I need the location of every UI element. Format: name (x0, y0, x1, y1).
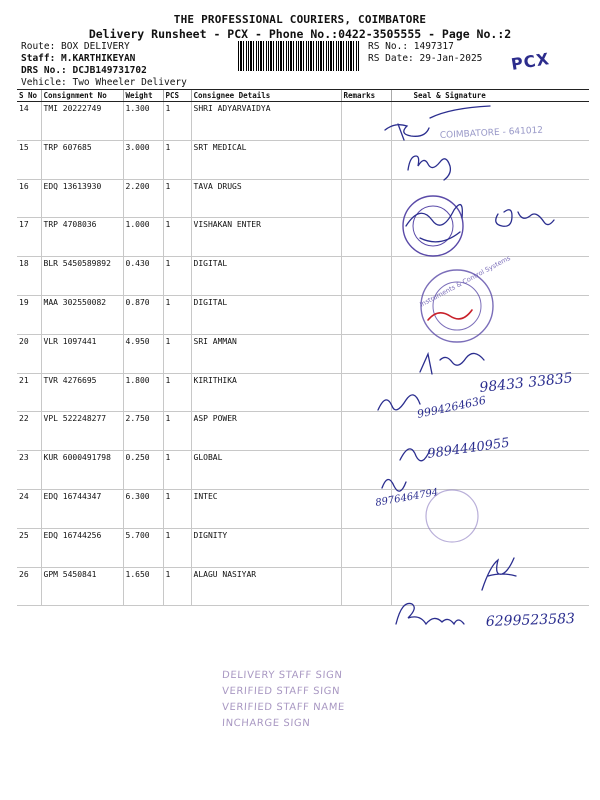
table-row (17, 451, 589, 490)
staff-text: Staff: M.KARTHIKEYAN (21, 53, 136, 64)
col-seal-signature: Seal & Signature (391, 90, 589, 102)
table-header (17, 90, 589, 102)
cell-consignment: MAA 302550082 (41, 295, 123, 334)
pcx-stamp: PCX (509, 49, 552, 74)
cell-consignee: VISHAKAN ENTER (191, 218, 341, 257)
cell-sno: 23 (17, 451, 41, 490)
cell-pcs: 1 (163, 102, 191, 141)
cell-pcs: 1 (163, 567, 191, 606)
cell-signature (391, 102, 589, 141)
cell-weight: 0.870 (123, 295, 163, 334)
cell-consignment: TRP 4708036 (41, 218, 123, 257)
col-consignment: Consignment No (41, 90, 123, 102)
signature-mark (396, 603, 464, 624)
cell-weight: 3.000 (123, 140, 163, 179)
cell-sno: 21 (17, 373, 41, 412)
cell-remarks (341, 489, 391, 528)
barcode (238, 41, 360, 71)
table-row (17, 257, 589, 296)
cell-consignee: SRI AMMAN (191, 334, 341, 373)
table-row (17, 567, 589, 606)
cell-consignment: VLR 1097441 (41, 334, 123, 373)
cell-pcs: 1 (163, 451, 191, 490)
cell-signature (391, 451, 589, 490)
cell-consignee: GLOBAL (191, 451, 341, 490)
cell-signature (391, 218, 589, 257)
cell-consignee: SRT MEDICAL (191, 140, 341, 179)
cell-remarks (341, 295, 391, 334)
cell-weight: 1.800 (123, 373, 163, 412)
col-pcs: PCS (163, 90, 191, 102)
cell-weight: 5.700 (123, 528, 163, 567)
cell-remarks (341, 528, 391, 567)
cell-sno: 20 (17, 334, 41, 373)
cell-consignee: DIGITAL (191, 295, 341, 334)
rs-date-text: RS Date: 29-Jan-2025 (368, 53, 483, 64)
table-row (17, 179, 589, 218)
cell-pcs: 1 (163, 218, 191, 257)
cell-signature (391, 373, 589, 412)
col-remarks: Remarks (341, 90, 391, 102)
cell-remarks (341, 451, 391, 490)
cell-consignment: TVR 4276695 (41, 373, 123, 412)
cell-consignee: TAVA DRUGS (191, 179, 341, 218)
col-consignee: Consignee Details (191, 90, 341, 102)
cell-sno: 16 (17, 179, 41, 218)
cell-remarks (341, 567, 391, 606)
cell-signature (391, 528, 589, 567)
cell-remarks (341, 257, 391, 296)
cell-pcs: 1 (163, 179, 191, 218)
cell-signature (391, 179, 589, 218)
cell-sno: 22 (17, 412, 41, 451)
cell-signature (391, 489, 589, 528)
runsheet-title: Delivery Runsheet - PCX - Phone No.:0422-3505555 - Page No.:2 (88, 27, 512, 41)
incharge-sign: INCHARGE SIGN (221, 718, 311, 729)
stamp-text-coimbatore: COIMBATORE - 641012 (439, 125, 544, 141)
table-row (17, 218, 589, 257)
company-title: THE PROFESSIONAL COURIERS, COIMBATORE (173, 13, 427, 26)
cell-consignment: GPM 5450841 (41, 567, 123, 606)
table-row (17, 140, 589, 179)
cell-signature (391, 140, 589, 179)
cell-consignee: DIGITAL (191, 257, 341, 296)
cell-consignment: VPL 522248277 (41, 412, 123, 451)
verified-staff-sign: VERIFIED STAFF SIGN (221, 686, 341, 697)
cell-weight: 0.250 (123, 451, 163, 490)
table-row (17, 489, 589, 528)
cell-sno: 17 (17, 218, 41, 257)
cell-sno: 19 (17, 295, 41, 334)
cell-weight: 2.750 (123, 412, 163, 451)
staff-verification-stamp (222, 668, 345, 732)
cell-pcs: 1 (163, 257, 191, 296)
table-row (17, 528, 589, 567)
phone-1: 98433 33835 (478, 370, 574, 396)
cell-pcs: 1 (163, 334, 191, 373)
cell-remarks (341, 218, 391, 257)
cell-remarks (341, 334, 391, 373)
stamp-text-instruments: Instruments & Control Systems (418, 253, 512, 309)
cell-weight: 6.300 (123, 489, 163, 528)
cell-remarks (341, 179, 391, 218)
cell-remarks (341, 373, 391, 412)
cell-consignment: TRP 607685 (41, 140, 123, 179)
table-row (17, 102, 589, 141)
cell-consignment: KUR 6000491798 (41, 451, 123, 490)
phone-3: 9894440955 (426, 435, 511, 462)
cell-pcs: 1 (163, 528, 191, 567)
cell-signature (391, 412, 589, 451)
cell-sno: 15 (17, 140, 41, 179)
runsheet-table (17, 89, 589, 606)
delivery-staff-sign: DELIVERY STAFF SIGN (221, 670, 343, 681)
drs-text: DRS No.: DCJB149731702 (21, 65, 147, 76)
cell-signature (391, 295, 589, 334)
phone-4: 8976464794 (374, 487, 440, 509)
cell-sno: 25 (17, 528, 41, 567)
cell-consignee: DIGNITY (191, 528, 341, 567)
phone-2: 9994264636 (415, 393, 488, 421)
cell-weight: 4.950 (123, 334, 163, 373)
cell-weight: 2.200 (123, 179, 163, 218)
cell-consignment: EDQ 13613930 (41, 179, 123, 218)
cell-pcs: 1 (163, 140, 191, 179)
verified-staff-name: VERIFIED STAFF NAME (221, 702, 346, 713)
cell-signature (391, 334, 589, 373)
cell-sno: 26 (17, 567, 41, 606)
cell-pcs: 1 (163, 412, 191, 451)
cell-weight: 1.000 (123, 218, 163, 257)
cell-consignee: SHRI ADYARVAIDYA (191, 102, 341, 141)
cell-consignment: BLR 5450589892 (41, 257, 123, 296)
cell-remarks (341, 140, 391, 179)
cell-consignee: KIRITHIKA (191, 373, 341, 412)
cell-sno: 18 (17, 257, 41, 296)
table-row (17, 334, 589, 373)
cell-sno: 24 (17, 489, 41, 528)
cell-consignment: TMI 20222749 (41, 102, 123, 141)
table-row (17, 373, 589, 412)
cell-weight: 0.430 (123, 257, 163, 296)
cell-signature (391, 257, 589, 296)
phone-5: 6299523583 (485, 610, 576, 630)
cell-consignee: INTEC (191, 489, 341, 528)
cell-consignment: EDQ 16744347 (41, 489, 123, 528)
cell-sno: 14 (17, 102, 41, 141)
table-row (17, 412, 589, 451)
cell-pcs: 1 (163, 295, 191, 334)
header-left (21, 41, 187, 89)
cell-consignee: ALAGU NASIYAR (191, 567, 341, 606)
cell-consignment: EDQ 16744256 (41, 528, 123, 567)
vehicle-text: Vehicle: Two Wheeler Delivery (21, 77, 187, 88)
cell-weight: 1.300 (123, 102, 163, 141)
cell-signature (391, 567, 589, 606)
route-text: Route: BOX DELIVERY (21, 41, 130, 52)
col-weight: Weight (123, 90, 163, 102)
cell-pcs: 1 (163, 489, 191, 528)
cell-weight: 1.650 (123, 567, 163, 606)
table-row (17, 295, 589, 334)
rs-no-text: RS No.: 1497317 (368, 41, 454, 52)
cell-consignee: ASP POWER (191, 412, 341, 451)
col-sno: S No (17, 90, 41, 102)
cell-pcs: 1 (163, 373, 191, 412)
cell-remarks (341, 102, 391, 141)
header-right (368, 41, 482, 65)
cell-remarks (341, 412, 391, 451)
